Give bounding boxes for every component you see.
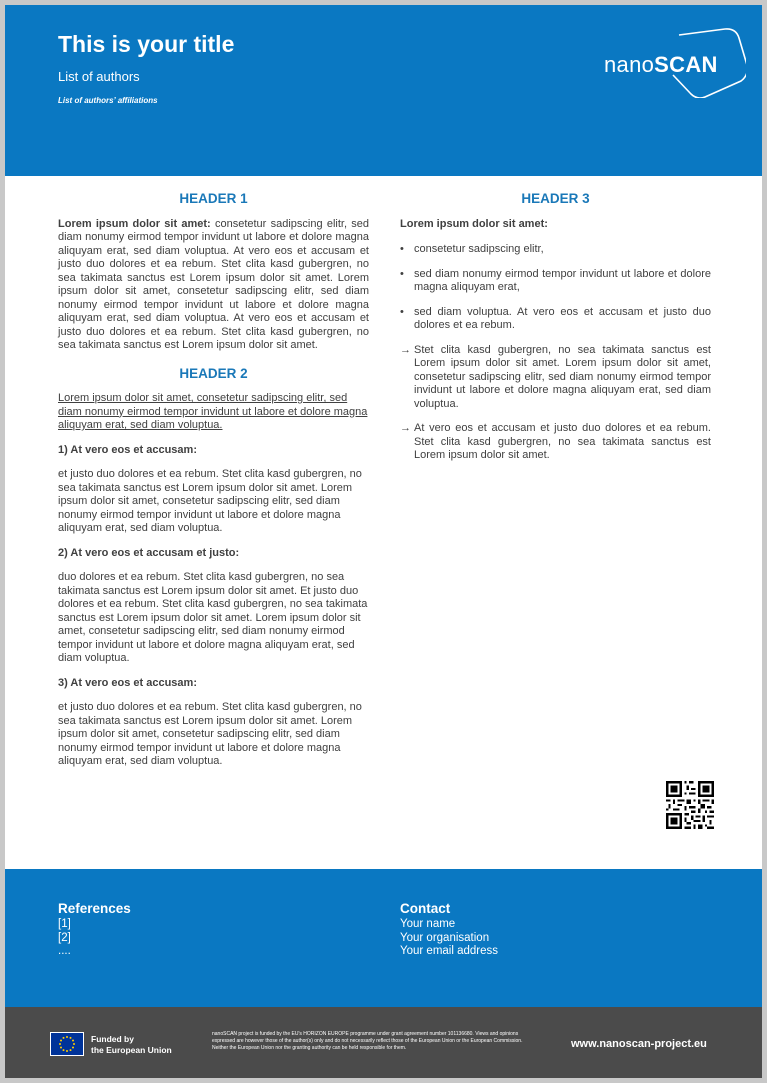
section-header-2: HEADER 2 [179, 365, 248, 381]
header3-lead: Lorem ipsum dolor sit amet: [400, 217, 548, 230]
contact-heading: Contact [400, 901, 451, 916]
list-item: • consetetur sadipscing elitr, [400, 243, 544, 255]
references-heading: References [58, 901, 131, 916]
underlined-intro: Lorem ipsum dolor sit amet, consetetur sadipscing elitr, sed diam nonumy eirmod tempor invidunt ut labore et dolore magna aliquyam erat, sed diam voluptua. [58, 392, 368, 431]
contact-organisation: Your organisation [400, 931, 490, 944]
subsection-heading-1: 1) At vero eos et accusam: [58, 443, 197, 456]
list-item: → Stet clita kasd gubergren, no sea takimata sanctus est Lorem ipsum dolor sit amet. Lorem ipsum dolor sit amet, consetetur sadipscing elitr, sed diam nonumy eirmod tempor invidunt ut labore et dolore magna aliquyam erat, sed diam voluptua. [400, 343, 711, 410]
section-header-1: HEADER 1 [179, 191, 248, 206]
section-header-3: HEADER 3 [521, 191, 590, 206]
poster-page [5, 5, 762, 1078]
references-list [58, 918, 71, 959]
poster-title: This is your title [58, 31, 235, 57]
list-item: [2] [58, 931, 71, 944]
bullet-icon: • [400, 305, 404, 318]
list-item: [1] [58, 918, 71, 930]
logo-wordmark: nanoSCAN [604, 52, 718, 77]
funding-footer [5, 1007, 762, 1078]
authors-list: List of authors [58, 69, 140, 84]
subsection-heading-2: 2) At vero eos et accusam et justo: [58, 546, 240, 559]
bullet-icon: • [400, 267, 404, 280]
subsection-body-3: et justo duo dolores et ea rebum. Stet clita kasd gubergren, no sea takimata sanctus est Lorem ipsum dolor sit amet. Lorem ipsum dolor sit amet, consetetur sadipscing elitr, sed diam nonumy eirmod tempor invidunt ut labore et dolore magna aliquyam erat, sed diam voluptua. [58, 701, 362, 767]
funded-by-eu-label: Funded by the European Union [91, 1034, 172, 1055]
nanoscan-logo [601, 23, 746, 98]
list-item: .... [58, 945, 71, 957]
title-banner [5, 5, 762, 176]
bullet-icon: • [400, 243, 404, 255]
arrow-right-icon: → [400, 343, 411, 356]
list-item: • sed diam nonumy eirmod tempor invidunt ut labore et dolore magna aliquyam erat, [400, 267, 711, 293]
project-website-link[interactable]: www.nanoscan-project.eu [571, 1038, 707, 1050]
contact-email[interactable]: Your email address [400, 945, 499, 957]
contact-name: Your name [400, 918, 456, 930]
eu-flag-icon [50, 1032, 84, 1056]
arrow-right-icon: → [400, 422, 411, 434]
subsection-heading-3: 3) At vero eos et accusam: [58, 676, 197, 689]
header1-paragraph: Lorem ipsum dolor sit amet: consetetur sadipscing elitr, sed diam nonumy eirmod tempor invidunt ut labore et dolore magna aliquyam erat, sed diam voluptua. At vero eos et accusam et justo duo dolores et ea rebum. Stet clita kasd gubergren, no sea takimata sanctus est Lorem ipsum dolor sit amet. Lorem ipsum dolor sit amet, consetetur sadipscing elitr, sed diam nonumy eirmod tempor invidunt ut labore et dolore magna aliquyam erat, sed diam voluptua. At vero eos et accusam et justo duo dolores et ea rebum. Stet clita kasd gubergren, no sea takimata sanctus est Lorem ipsum dolor sit amet. [58, 217, 369, 351]
subsection-body-1: et justo duo dolores et ea rebum. Stet clita kasd gubergren, no sea takimata sanctus est Lorem ipsum dolor sit amet. Lorem ipsum dolor sit amet, consetetur sadipscing elitr, sed diam nonumy eirmod tempor invidunt ut labore et dolore magna aliquyam erat, sed diam voluptua. [58, 468, 362, 534]
list-item: → At vero eos et accusam et justo duo dolores et ea rebum. Stet clita kasd gubergren, no sea takimata sanctus est Lorem ipsum dolor sit amet. [400, 422, 711, 461]
left-column [58, 190, 369, 778]
right-column [400, 190, 711, 474]
subsection-body-2: duo dolores et ea rebum. Stet clita kasd gubergren, no sea takimata sanctus est Lorem ipsum dolor sit amet. Et justo duo dolores et ea rebum. Stet clita kasd gubergren, no sea takimata sanctus est Lorem ipsum dolor sit amet. Lorem ipsum dolor sit amet, consetetur sadipscing elitr, sed diam nonumy eirmod tempor invidunt ut labore et dolore magna aliquyam erat, sed diam voluptua. [58, 571, 368, 664]
bullet-list [400, 243, 711, 463]
contact-list [400, 918, 498, 959]
funding-disclaimer: nanoSCAN project is funded by the EU's HORIZON EUROPE programme under grant agreement number 101136680. Views and opinions expressed are however those of the author(s) only and do not necessarily reflect those of the European Union or the European Commission. Neither the European Union nor the granting authority can be held responsible for them. [212, 1031, 523, 1051]
footer-info-band [5, 869, 762, 1007]
qr-code-icon[interactable] [666, 781, 714, 829]
authors-affiliations: List of authors’ affiliations [58, 96, 158, 105]
list-item: • sed diam voluptua. At vero eos et accusam et justo duo dolores et ea rebum. [400, 305, 711, 331]
